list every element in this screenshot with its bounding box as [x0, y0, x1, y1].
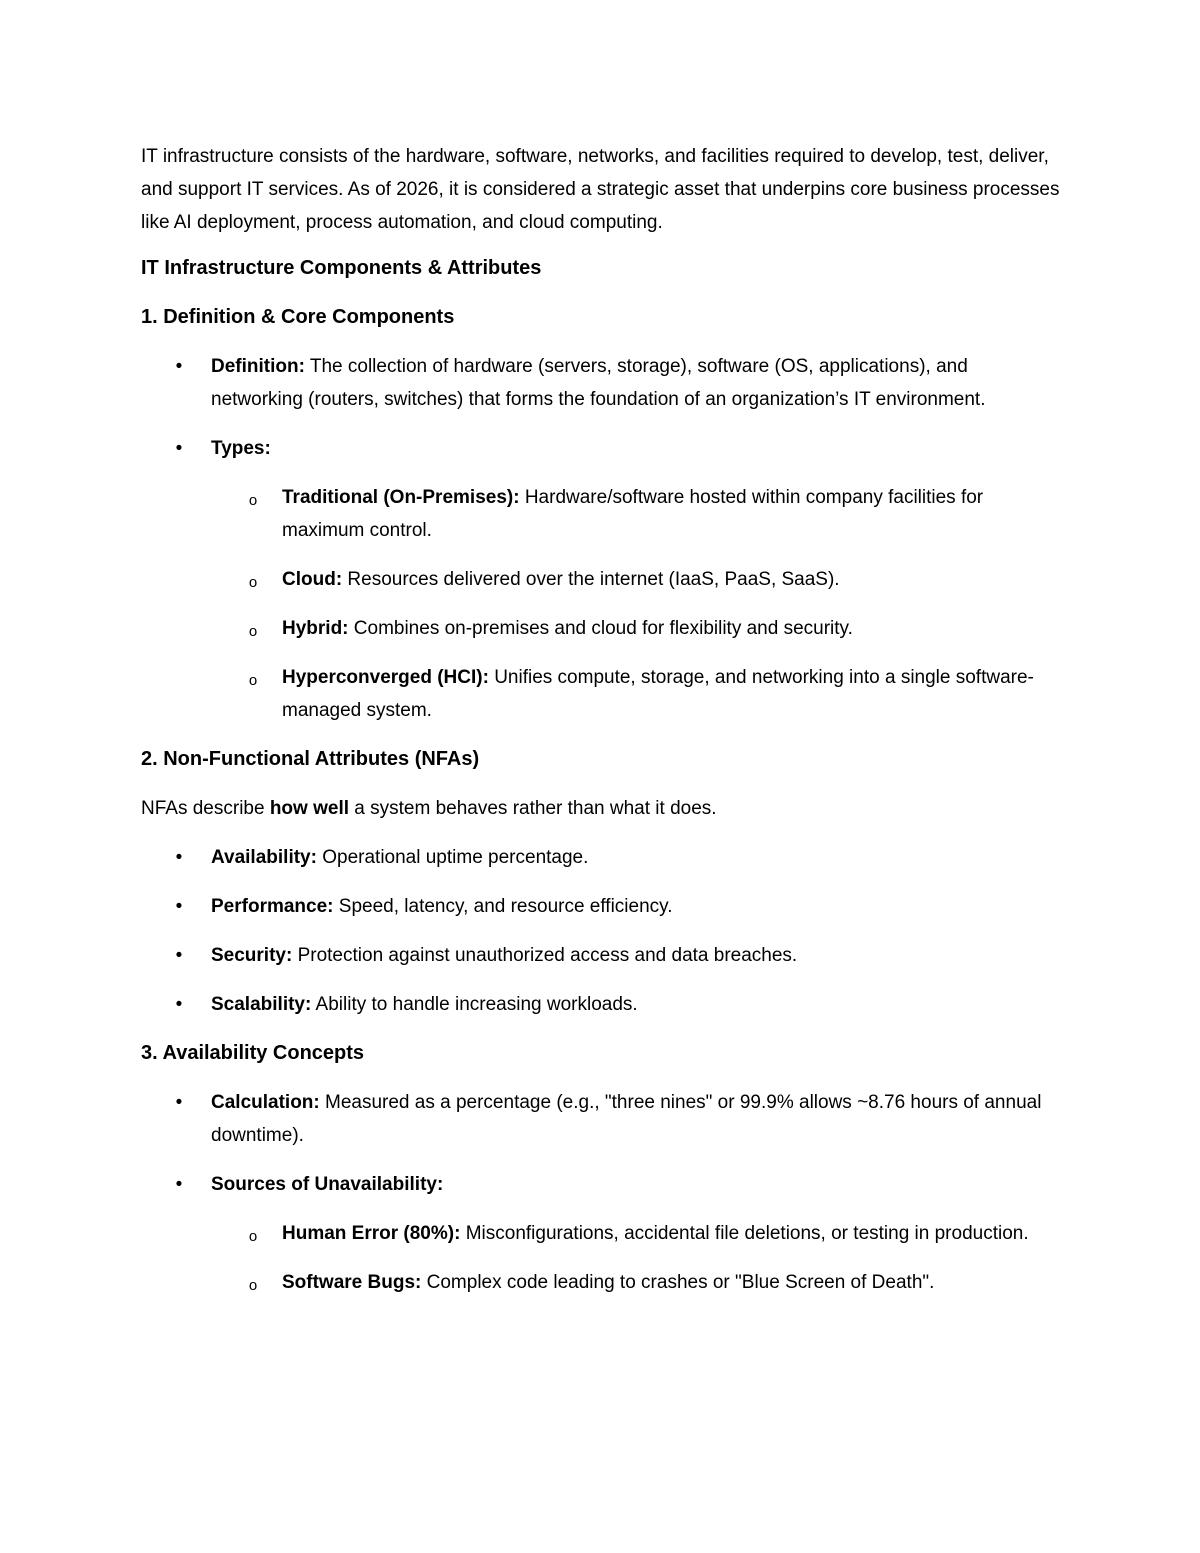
term-label: Human Error (80%):	[282, 1223, 461, 1244]
section-2-list	[141, 841, 1061, 1021]
list-item-sources	[141, 1168, 1061, 1299]
bullet-icon: •	[175, 356, 183, 377]
term-label: Security:	[211, 945, 293, 966]
bullet-icon: •	[175, 896, 183, 917]
intro-text: a system behaves rather than what it does.	[349, 798, 717, 819]
intro-paragraph: IT infrastructure consists of the hardware, software, networks, and facilities required to develop, test, deliver, and support IT services. As of 2026, it is considered a strategic asset that underpins core business processes like AI deployment, process automation, and cloud computing.	[141, 146, 1060, 233]
sub-bullet-icon: o	[248, 1277, 258, 1294]
item-text: Ability to handle increasing workloads.	[311, 994, 638, 1015]
sublist-item	[211, 481, 1061, 547]
sublist-item	[211, 661, 1061, 727]
term-label: Sources of Unavailability:	[211, 1174, 444, 1195]
item-text: Unifies compute, storage, and networking into a single software-managed system.	[282, 667, 1034, 721]
sub-bullet-icon: o	[248, 1228, 258, 1245]
item-text: The collection of hardware (servers, storage), software (OS, applications), and networking (routers, switches) that forms the foundation of an organization’s IT environment.	[211, 356, 986, 410]
term-label: Performance:	[211, 896, 334, 917]
bullet-icon: •	[175, 438, 183, 459]
section-2-intro	[141, 792, 1061, 825]
section-3-heading: 3. Availability Concepts	[141, 1042, 365, 1064]
section-1-heading: 1. Definition & Core Components	[141, 306, 455, 328]
item-text: Resources delivered over the internet (IaaS, PaaS, SaaS).	[342, 569, 840, 590]
bullet-icon: •	[175, 1092, 183, 1113]
item-text: Speed, latency, and resource efficiency.	[333, 896, 673, 917]
item-text: Misconfigurations, accidental file deletions, or testing in production.	[460, 1223, 1029, 1244]
sublist-item	[211, 612, 1061, 645]
list-item	[141, 988, 1061, 1021]
term-label: Hybrid:	[282, 618, 349, 639]
document-title: IT Infrastructure Components & Attributes	[141, 257, 542, 279]
types-sublist	[211, 481, 1061, 727]
intro-text: NFAs describe	[141, 798, 270, 819]
sources-sublist	[211, 1217, 1061, 1299]
item-text: Combines on-premises and cloud for flexibility and security.	[348, 618, 853, 639]
item-text: Measured as a percentage (e.g., "three nines" or 99.9% allows ~8.76 hours of annual downtime).	[211, 1092, 1042, 1146]
sublist-item	[211, 1266, 1061, 1299]
term-label: Cloud:	[282, 569, 343, 590]
list-item	[141, 890, 1061, 923]
term-label: Traditional (On-Premises):	[282, 487, 520, 508]
bullet-icon: •	[175, 847, 183, 868]
sub-bullet-icon: o	[248, 574, 258, 591]
term-label: Software Bugs:	[282, 1272, 422, 1293]
document-page	[141, 140, 1061, 1299]
item-text: Operational uptime percentage.	[316, 847, 589, 868]
list-item-calculation	[141, 1086, 1061, 1152]
term-label: Types:	[211, 438, 271, 459]
term-label: Scalability:	[211, 994, 312, 1015]
term-label: Availability:	[211, 847, 317, 868]
sublist-item	[211, 1217, 1061, 1250]
list-item-definition	[141, 350, 1061, 416]
list-item	[141, 841, 1061, 874]
term-label: Definition:	[211, 356, 305, 377]
bullet-icon: •	[175, 945, 183, 966]
bullet-icon: •	[175, 994, 183, 1015]
bullet-icon: •	[175, 1174, 183, 1195]
item-text: Protection against unauthorized access and data breaches.	[292, 945, 798, 966]
section-2-heading: 2. Non-Functional Attributes (NFAs)	[141, 748, 480, 770]
term-label: Hyperconverged (HCI):	[282, 667, 489, 688]
item-text: Complex code leading to crashes or "Blue Screen of Death".	[421, 1272, 935, 1293]
sub-bullet-icon: o	[248, 492, 258, 509]
term-label: Calculation:	[211, 1092, 320, 1113]
list-item	[141, 939, 1061, 972]
sub-bullet-icon: o	[248, 672, 258, 689]
emphasis-text: how well	[269, 798, 350, 819]
section-3-list	[141, 1086, 1061, 1299]
sublist-item	[211, 563, 1061, 596]
item-text: Hardware/software hosted within company facilities for maximum control.	[282, 487, 984, 541]
sub-bullet-icon: o	[248, 623, 258, 640]
list-item-types	[141, 432, 1061, 727]
section-1-list	[141, 350, 1061, 727]
